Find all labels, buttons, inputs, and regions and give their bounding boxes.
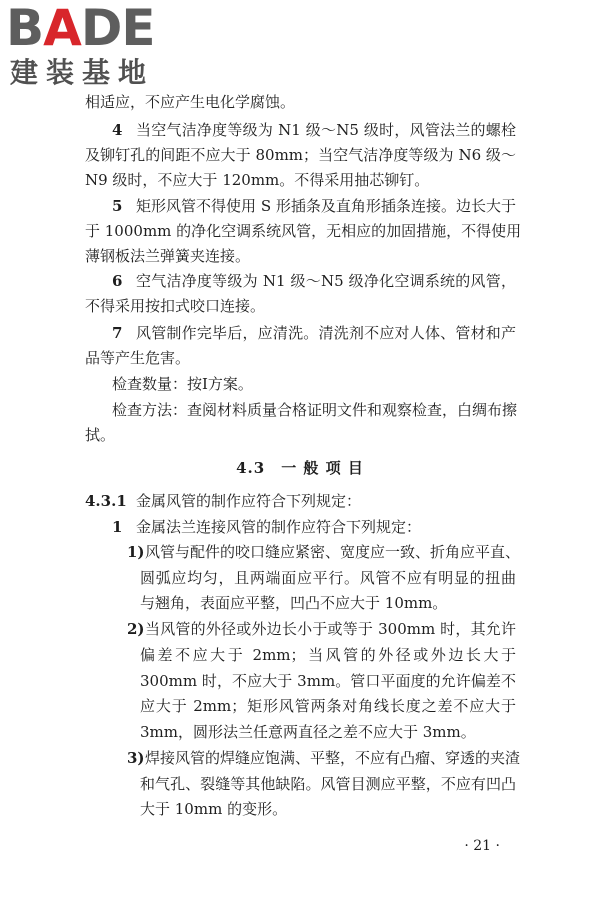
page-number: · 21 · (464, 838, 500, 854)
logo-wordmark: BADE (6, 0, 155, 57)
logo-chinese-name: 建装基地 (10, 56, 155, 89)
bade-logo (6, 2, 176, 94)
